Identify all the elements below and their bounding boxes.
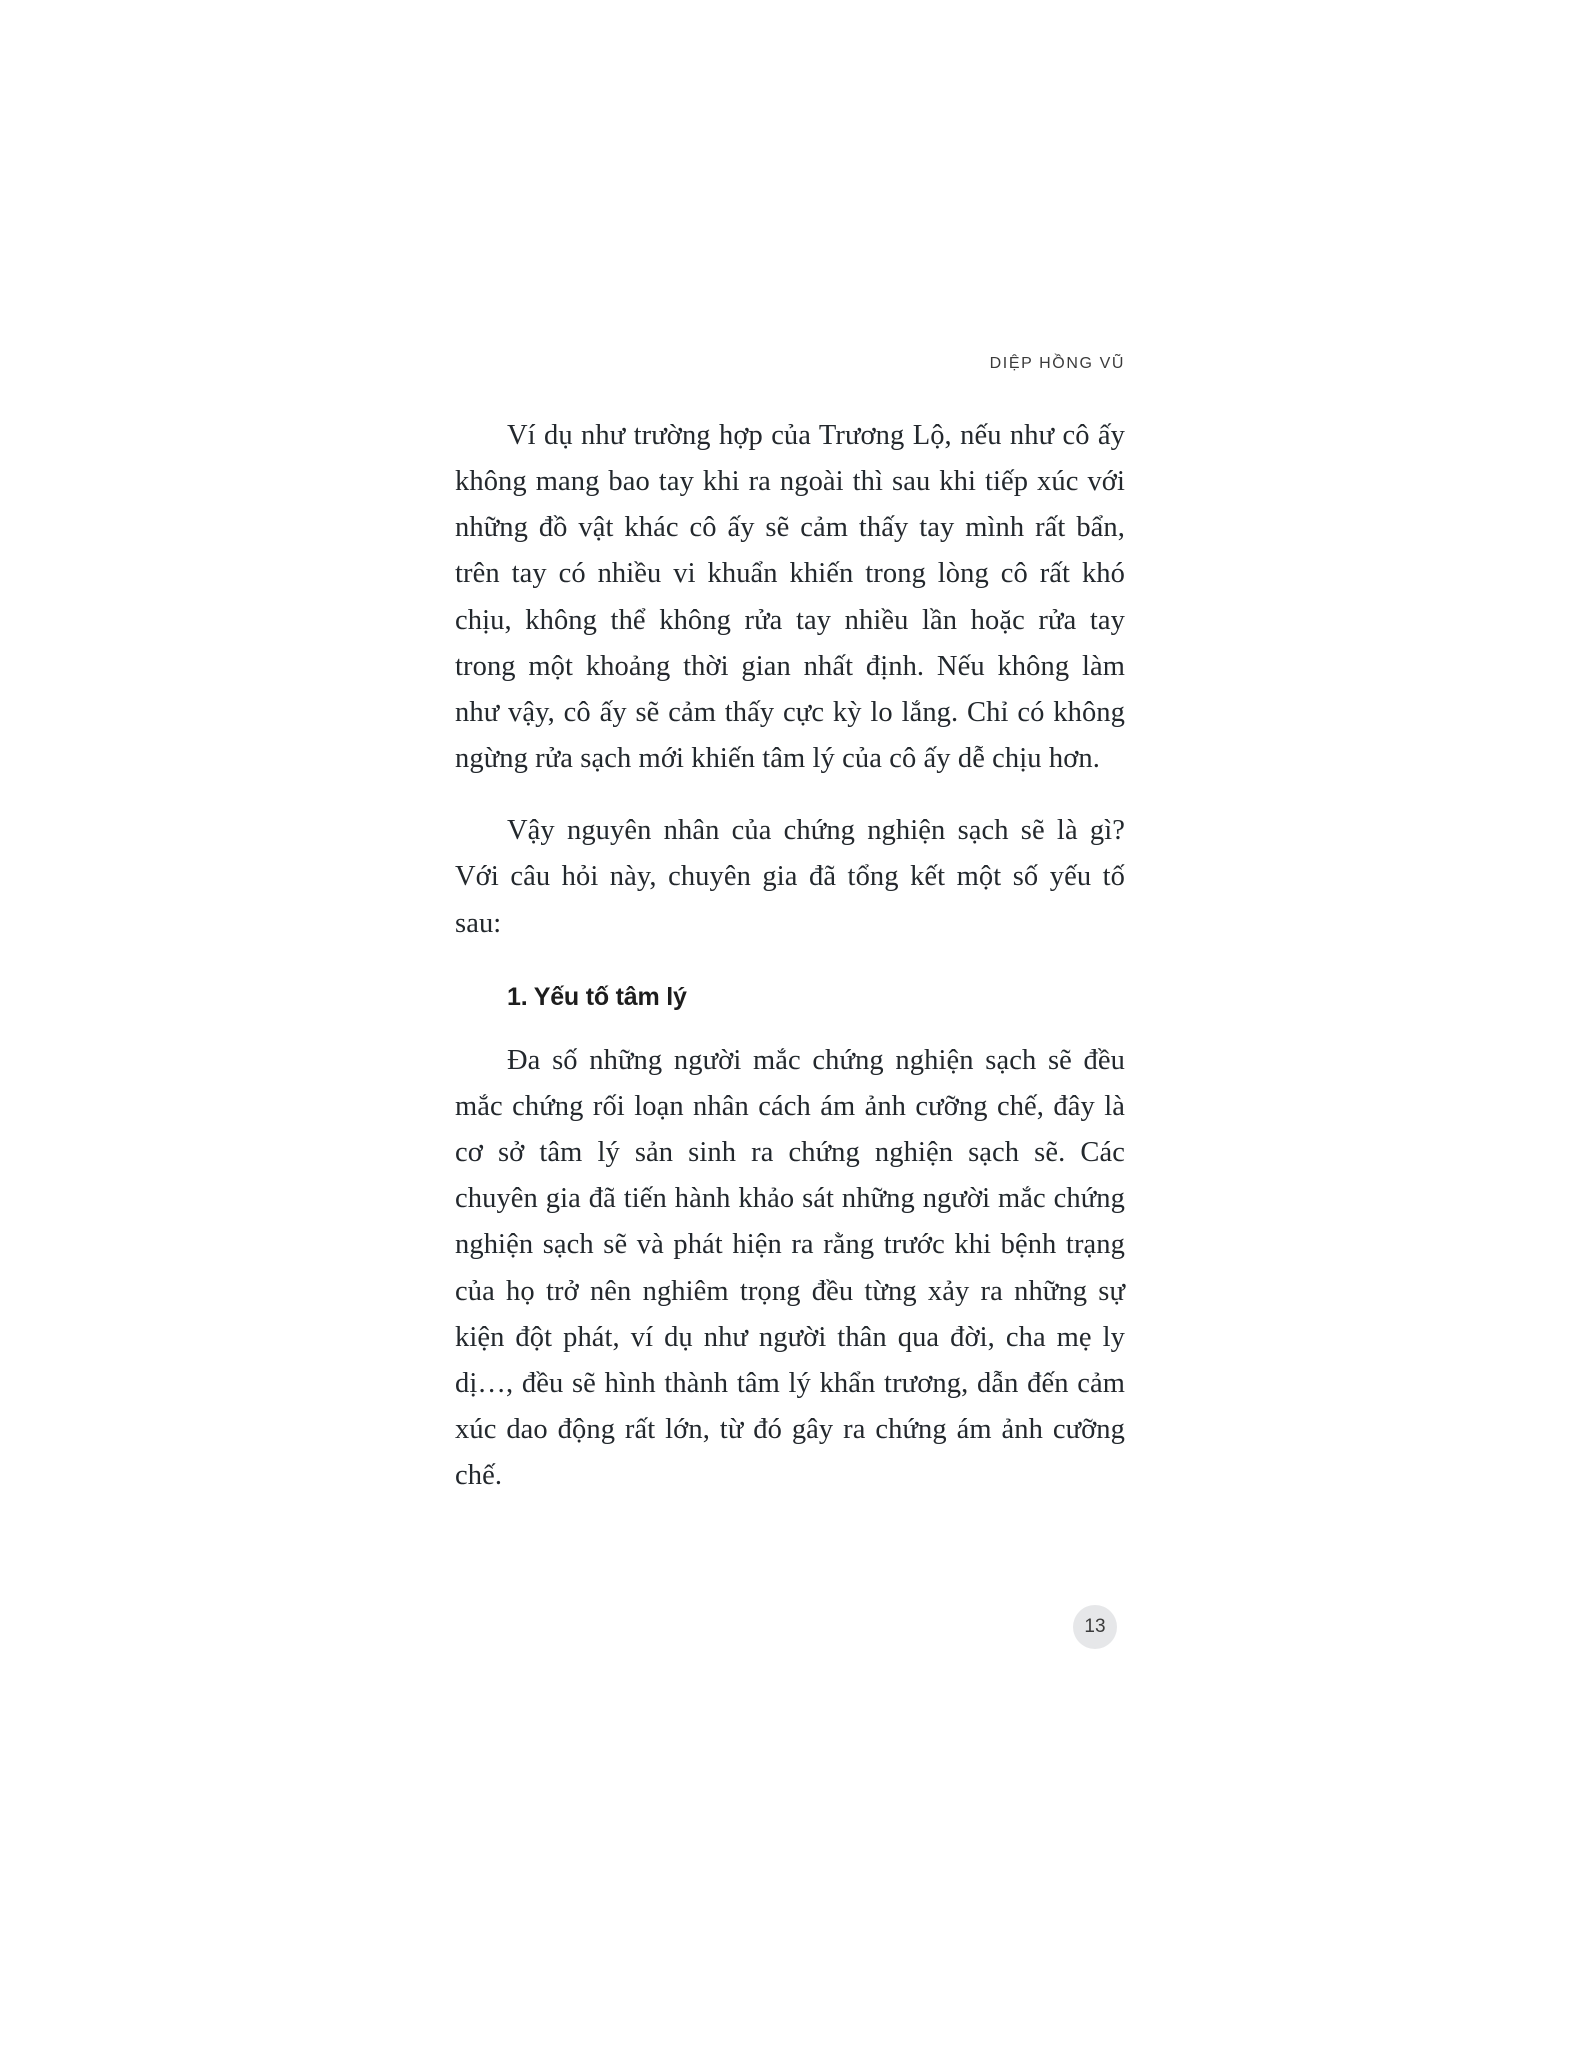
running-head: DIỆP HỒNG VŨ [989, 355, 1125, 372]
body-paragraph-3: Đa số những người mắc chứng nghiện sạch sẽ đều mắc chứng rối loạn nhân cách ám ảnh cưỡng chế, đây là cơ sở tâm lý sản sinh ra chứng nghiện sạch sẽ. Các chuyên gia đã tiến hành khảo sát những người mắc chứng nghiện sạch sẽ và phát hiện ra rằng trước khi bệnh trạng của họ trở nên nghiêm trọng đều từng xảy ra những sự kiện đột phát, ví dụ như người thân qua đời, cha mẹ ly dị…, đều sẽ hình thành tâm lý khẩn trương, dẫn đến cảm xúc dao động rất lớn, từ đó gây ra chứng ám ảnh cưỡng chế. [455, 1044, 1125, 1492]
page-number-badge: 13 [1073, 1605, 1117, 1649]
body-paragraph-2: Vậy nguyên nhân của chứng nghiện sạch sẽ là gì? Với câu hỏi này, chuyên gia đã tổng kết một số yếu tố sau: [455, 815, 1125, 939]
section-heading-1: 1. Yếu tố tâm lý [507, 982, 687, 1011]
body-paragraph-1: Ví dụ như trường hợp của Trương Lộ, nếu như cô ấy không mang bao tay khi ra ngoài thì sau khi tiếp xúc với những đồ vật khác cô ấy sẽ cảm thấy tay mình rất bẩn, trên tay có nhiều vi khuẩn khiến trong lòng cô rất khó chịu, không thể không rửa tay nhiều lần hoặc rửa tay trong một khoảng thời gian nhất định. Nếu không làm như vậy, cô ấy sẽ cảm thấy cực kỳ lo lắng. Chỉ có không ngừng rửa sạch mới khiến tâm lý của cô ấy dễ chịu hơn. [455, 420, 1125, 775]
page-content [455, 355, 1125, 1499]
